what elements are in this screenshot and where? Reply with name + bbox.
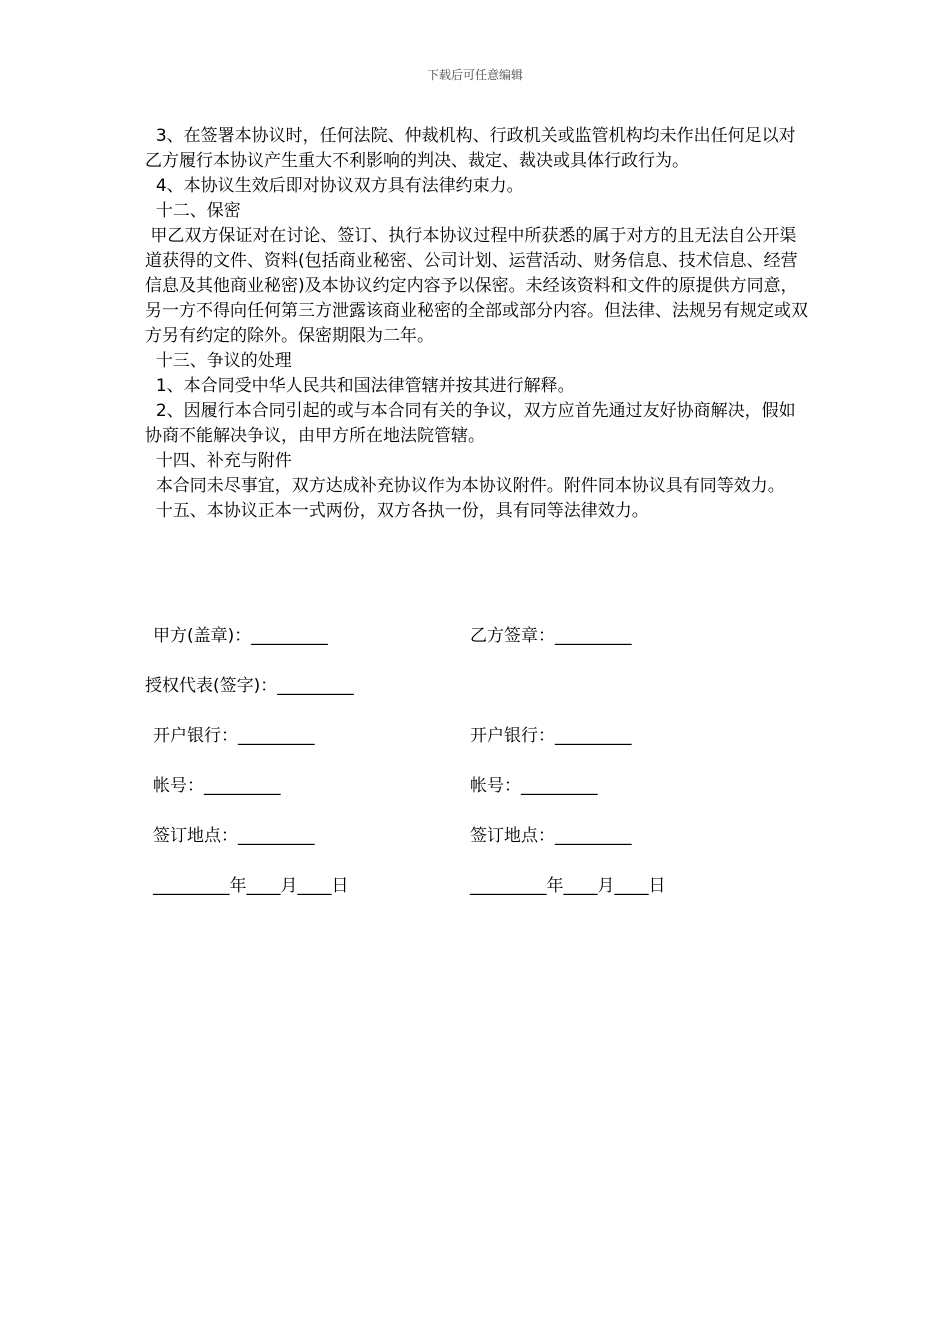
section-14-heading: 十四、补充与附件 [145,451,292,471]
date-b-field: _________年____月____日 [470,876,666,896]
section-15-copies: 十五、本协议正本一式两份，双方各执一份，具有同等法律效力。 [145,501,649,521]
account-b-field: 帐号：_________ [470,776,598,796]
party-a-seal-field: 甲方(盖章)：_________ [153,626,328,646]
bank-a-field: 开户银行：_________ [153,726,315,746]
date-a-field: _________年____月____日 [153,876,349,896]
clause-11-3: 3、在签署本协议时，任何法院、仲裁机构、行政机关或监管机构均未作出任何足以对乙方履行本协议产生重大不利影响的判决、裁定、裁决或具体行政行为。 [145,126,796,171]
section-13-heading: 十三、争议的处理 [145,351,292,371]
place-a-field: 签订地点：_________ [153,826,315,846]
clause-13-2: 2、因履行本合同引起的或与本合同有关的争议，双方应首先通过友好协商解决，假如协商不能解决争议，由甲方所在地法院管辖。 [145,401,796,446]
document-body [145,124,810,524]
clause-12-confidentiality: 甲乙双方保证对在讨论、签订、执行本协议过程中所获悉的属于对方的且无法自公开渠道获得的文件、资料(包括商业秘密、公司计划、运营活动、财务信息、技术信息、经营信息及其他商业秘密)及本协议约定内容予以保密。未经该资料和文件的原提供方同意，另一方不得向任何第三方泄露该商业秘密的全部或部分内容。但法律、法规另有规定或双方另有约定的除外。保密期限为二年。 [145,226,808,346]
clause-14-supplement: 本合同未尽事宜，双方达成补充协议作为本协议附件。附件同本协议具有同等效力。 [145,476,785,496]
bank-b-field: 开户银行：_________ [470,726,632,746]
account-a-field: 帐号：_________ [153,776,281,796]
page-header: 下载后可任意编辑 [426,68,523,82]
party-b-sign-field: 乙方签章：_________ [470,626,632,646]
section-12-heading: 十二、保密 [145,201,241,221]
clause-13-1: 1、本合同受中华人民共和国法律管辖并按其进行解释。 [145,376,575,396]
authorized-rep-field: 授权代表(签字)：_________ [145,676,354,696]
place-b-field: 签订地点：_________ [470,826,632,846]
clause-11-4: 4、本协议生效后即对协议双方具有法律约束力。 [145,176,524,196]
